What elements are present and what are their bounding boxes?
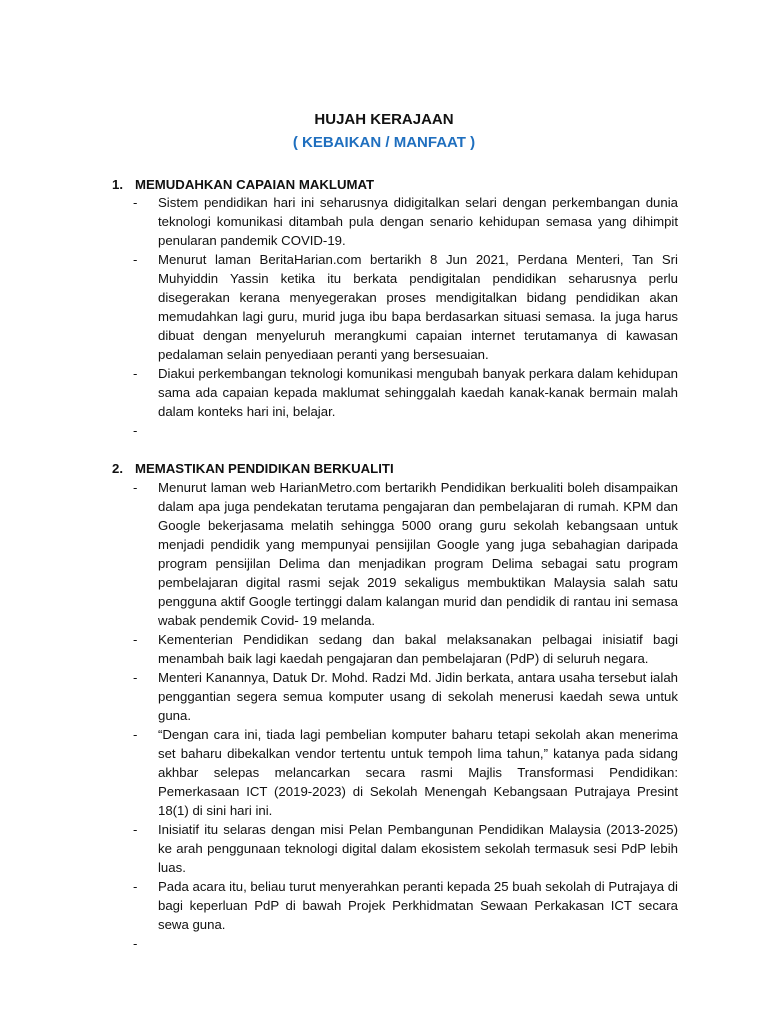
- bullet-text: Menurut laman BeritaHarian.com bertarikh 8 Jun 2021, Perdana Menteri, Tan Sri Muhyiddin Yassin ketika itu berkata pendigitalan pendidikan seharusnya perlu disegerakan kerana menyegerakan proses mendigitalkan bidang pendidikan akan memudahkan lagi guru, murid juga ibu bapa berdasarkan situasi semasa. Ia juga harus dibuat dengan menyeluruh merangkumi capaian internet terutamanya di kawasan pedalaman selain penyediaan peranti yang bersesuaian.: [158, 252, 678, 362]
- dash-marker: -: [133, 366, 138, 381]
- bullet-text: Diakui perkembangan teknologi komunikasi mengubah banyak perkara dalam kehidupan sama ada capaian kepada maklumat sehinggalah kaedah kanak-kanak bermain malah dalam konteks hari ini, belajar.: [158, 366, 678, 419]
- dash-marker: -: [133, 252, 138, 267]
- bullet-item: [133, 250, 678, 364]
- dash-marker: -: [133, 670, 138, 685]
- bullet-text: Menteri Kanannya, Datuk Dr. Mohd. Radzi Md. Jidin berkata, antara usaha tersebut ialah penggantian segera semua komputer usang di sekolah menerusi kaedah sewa untuk guna.: [158, 670, 678, 723]
- dash-marker: -: [133, 727, 138, 742]
- dash-marker: -: [133, 195, 138, 210]
- bullet-text: [158, 423, 162, 438]
- dash-marker: -: [133, 822, 138, 837]
- bullet-item: [133, 193, 678, 250]
- dash-marker: -: [133, 936, 138, 951]
- bullet-text: Kementerian Pendidikan sedang dan bakal melaksanakan pelbagai inisiatif bagi menambah baik lagi kaedah pengajaran dan pembelajaran (PdP) di seluruh negara.: [158, 632, 678, 666]
- dash-marker: -: [133, 423, 138, 438]
- section-title: MEMASTIKAN PENDIDIKAN BERKUALITI: [135, 461, 394, 476]
- bullet-text: Sistem pendidikan hari ini seharusnya didigitalkan selari dengan perkembangan dunia teknologi komunikasi ditambah pula dengan senario kehidupan semasa yang dihimpit penularan pandemik COVID-19.: [158, 195, 678, 248]
- section-heading-2: [112, 459, 394, 478]
- section-1-bullet-list: [133, 193, 678, 440]
- bullet-item-empty: [133, 421, 678, 440]
- bullet-item: [133, 725, 678, 820]
- bullet-item: [133, 630, 678, 668]
- section-number: 2.: [112, 461, 123, 476]
- bullet-item: [133, 820, 678, 877]
- bullet-text: [158, 936, 162, 951]
- bullet-item: [133, 877, 678, 934]
- section-number: 1.: [112, 177, 123, 192]
- document-title: HUJAH KERAJAAN: [314, 111, 454, 128]
- document-subtitle: ( KEBAIKAN / MANFAAT ): [292, 134, 476, 151]
- section-2-bullet-list: [133, 478, 678, 953]
- section-title: MEMUDAHKAN CAPAIAN MAKLUMAT: [135, 177, 375, 192]
- dash-marker: -: [133, 879, 138, 894]
- bullet-item-empty: [133, 934, 678, 953]
- bullet-text: Pada acara itu, beliau turut menyerahkan peranti kepada 25 buah sekolah di Putrajaya di bagi keperluan PdP di bawah Projek Perkhidmatan Sewaan Perkakasan ICT secara sewa guna.: [158, 879, 678, 932]
- dash-marker: -: [133, 632, 138, 647]
- bullet-text: Menurut laman web HarianMetro.com bertarikh Pendidikan berkualiti boleh disampaikan dalam apa juga pendekatan terutama pengajaran dan pembelajaran di rumah. KPM dan Google bekerjasama melatih sehingga 5000 orang guru sekolah kebangsaan untuk menjadi pendidik yang mempunyai pensijilan Google yang juga sebahagian daripada program pensijilan Delima dan menjadikan program Delima sebagai satu program pembelajaran digital rasmi sejak 2019 sekaligus membuktikan Malaysia salah satu pengguna aktif Google tertinggi dalam kalangan murid dan pendidik di rantau ini semasa wabak pendemik Covid- 19 melanda.: [158, 480, 678, 628]
- bullet-text: “Dengan cara ini, tiada lagi pembelian komputer baharu tetapi sekolah akan menerima set baharu dibekalkan vendor tertentu untuk tempoh lima tahun,” katanya pada sidang akhbar selepas melancarkan secara rasmi Majlis Transformasi Pendidikan: Pemerkasaan ICT (2019-2023) di Sekolah Menengah Kebangsaan Putrajaya Presint 18(1) di sini hari ini.: [158, 727, 678, 818]
- dash-marker: -: [133, 480, 138, 495]
- bullet-item: [133, 478, 678, 630]
- bullet-item: [133, 364, 678, 421]
- section-heading-1: [112, 175, 374, 194]
- bullet-item: [133, 668, 678, 725]
- bullet-text: Inisiatif itu selaras dengan misi Pelan Pembangunan Pendidikan Malaysia (2013-2025) ke arah penggunaan teknologi digital dalam ekosistem sekolah termasuk sesi PdP lebih luas.: [158, 822, 678, 875]
